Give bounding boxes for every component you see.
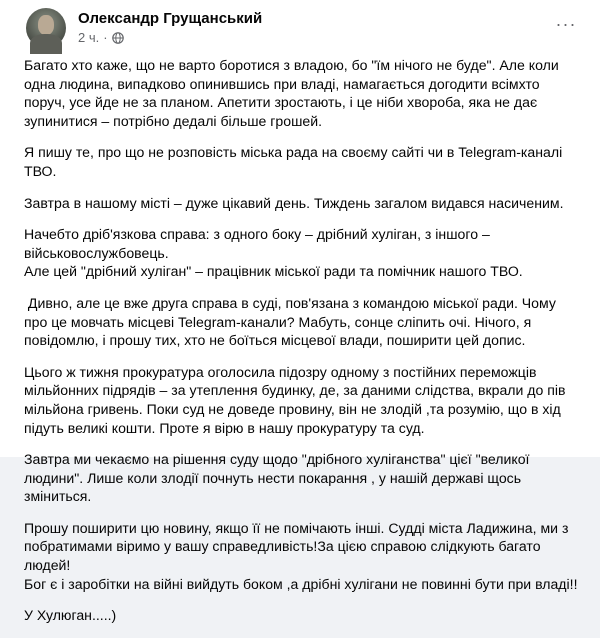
post-header — [16, 8, 584, 48]
meta-separator: · — [103, 30, 108, 45]
avatar[interactable] — [26, 8, 66, 48]
post-paragraph: Прошу поширити цю новину, якщо її не помічають інші. Судді міста Ладижина, ми з побратимами віримо у вашу справедливість!За цією справою слідкують багато людей! Бог є і заробітки на війні вийдуть боком ,а дрібні хулігани не повинні бути при владі!! — [24, 519, 578, 592]
post-paragraph: Багато хто каже, що не варто боротися з владою, бо "їм нічого не буде". Але коли одна людина, випадково опинившись при владі, намагається догодити всімхто поруч, усе йде не за планом. Апетити зростають, і це ніби хвороба, яка не дає зупинитися – потрібно дедалі більше грошей. — [24, 57, 563, 129]
post-paragraph: Я пишу те, про що не розповість міська рада на своєму сайті чи в Telegram-каналі ТВО. — [24, 144, 567, 179]
post-time[interactable]: 2 ч. — [78, 30, 100, 45]
post-paragraph: Дивно, але це вже друга справа в суді, пов'язана з командою міської ради. Чому про це мовчать місцеві Telegram-канали? Мабуть, сонце сліпить очі. Нічого, я повідомлю, і прошу тих, хто не боїться місцевої влади, поширити цей допис. — [24, 294, 560, 349]
post-paragraph: Цього ж тижня прокуратура оголосила підозру одному з постійних переможців мільйонних підрядів – за утеплення будинку, де, за даними слідства, вкрали до пів мільйона гривень. Поки суд не доведе провину, він не злодій ,та розумію, що в хід підуть великі кошти. Проте я вірю в нашу прокуратуру та суд. — [24, 363, 570, 436]
globe-icon[interactable] — [112, 32, 124, 44]
post-paragraph: Начебто дріб'язкова справа: з одного боку – дрібний хуліган, з іншого – військовослужбовець. Але цей "дрібний хуліган" – працівник міської ради та помічник нашого ТВО. — [24, 226, 523, 280]
post-paragraph: Завтра ми чекаємо на рішення суду щодо "дрібного хуліганства" цієї "великої людини". Лише коли злодії почнуть нести покарання , у нашій державі щось зміниться. — [24, 451, 534, 505]
avatar-face — [38, 15, 54, 35]
post-meta — [78, 30, 124, 45]
more-options-icon[interactable]: ··· — [555, 13, 577, 34]
post-paragraph: Завтра в нашому місті – дуже цікавий день. Тиждень загалом видався насиченим. — [24, 194, 564, 211]
post-paragraph: У Хулюган.....) — [24, 607, 117, 624]
author-name[interactable]: Олександр Грущанський — [78, 10, 263, 27]
post-text — [24, 56, 580, 638]
avatar-body — [30, 34, 62, 54]
